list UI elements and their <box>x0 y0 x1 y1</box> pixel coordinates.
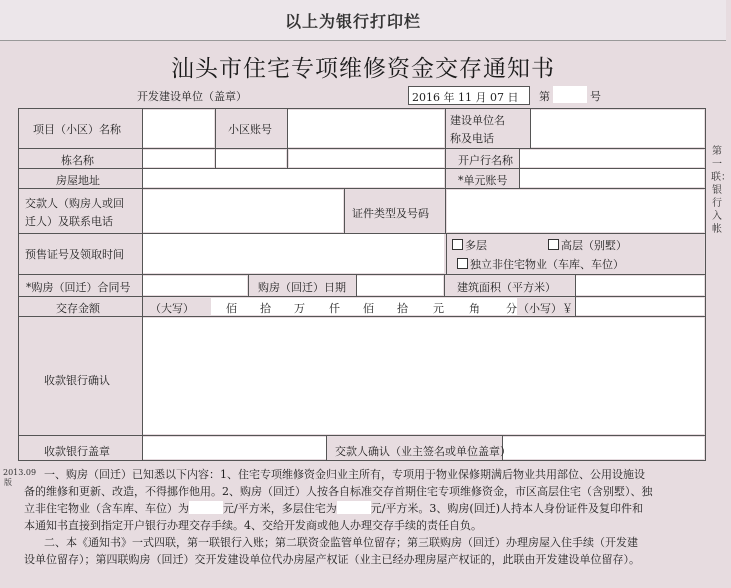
payer-confirm-label: 交款人确认（业主签名或单位盖章） <box>335 445 511 458</box>
deposit-amount-label: 交存金额 <box>56 302 100 315</box>
note-1-line-c <box>24 500 714 517</box>
community-account-label: 小区账号 <box>228 123 272 136</box>
checkbox-icon <box>548 239 559 250</box>
version-label: 2013.09版 <box>3 468 37 487</box>
unit-char: 佰 <box>226 302 237 315</box>
multi-storey-option[interactable] <box>452 237 487 253</box>
note-1-line-b: 备的维修和更新、改造，不得挪作他用。2、购房（回迁）人按各自标准交存首期住宅专项维修资金，市区高层住宅（含别墅）、独 <box>24 485 653 498</box>
unit-char: 拾 <box>397 302 408 315</box>
note-1-c-pre: 立非住宅物业（含车库、车位）为 <box>24 502 189 515</box>
print-area-label: 以上为银行打印栏 <box>285 12 422 31</box>
high-rise-label: 高层（别墅） <box>561 239 627 252</box>
house-address-label: 房屋地址 <box>56 174 100 187</box>
multi-storey-label: 多层 <box>465 239 487 252</box>
payer-label-line1: 交款人（购房人或回 <box>25 197 124 210</box>
unit-char: 拾 <box>260 302 271 315</box>
bank-stamp-label: 收款银行盖章 <box>44 445 110 458</box>
id-type-label: 证件类型及号码 <box>352 207 429 220</box>
multi-storey-rate-field[interactable] <box>337 501 371 514</box>
unit-account-label: *单元账号 <box>458 174 508 187</box>
contract-no-label: *购房（回迁）合同号 <box>26 281 131 294</box>
note-2-line-b: 设单位留存）；第四联购房（回迁）交开发建设单位代办房屋产权证（业主已经办理房屋产权证的，此联由开发建设单位留存）。 <box>24 553 640 566</box>
unit-char: 角 <box>469 302 480 315</box>
developer-label: 开发建设单位（盖章） <box>137 90 247 103</box>
unit-char: 仟 <box>329 302 340 315</box>
uppercase-label: （大写） <box>150 302 194 315</box>
notes-block <box>24 466 714 568</box>
checkbox-icon <box>457 258 468 269</box>
checkbox-icon <box>452 239 463 250</box>
note-1-c-post: 元/平方米。3、购房(回迁)人持本人身份证件及复印件和 <box>370 502 644 515</box>
date-value: 2016 年 11 月 07 日 <box>412 91 519 104</box>
payer-label-line2: 迁人）及联系电话 <box>25 215 113 228</box>
high-rise-option[interactable] <box>548 237 627 253</box>
high-rise-rate-field[interactable] <box>189 501 223 514</box>
copy-label: 第一联：银行入帐 <box>711 146 731 235</box>
note-1-line-d: 本通知书直接到指定开户银行办理交存手续。4、交给开发商或他人办理交存手续的责任自负。 <box>24 519 482 532</box>
builder-label-line2: 称及电话 <box>450 132 494 145</box>
building-area-label: 建筑面积（平方米） <box>457 281 556 294</box>
number-prefix: 第 <box>539 90 550 103</box>
bank-confirm-label: 收款银行确认 <box>44 374 110 387</box>
non-residential-label: 独立非住宅物业（车库、车位） <box>470 258 624 271</box>
number-suffix: 号 <box>590 90 601 103</box>
builder-label-line1: 建设单位名 <box>450 114 505 127</box>
unit-char: 万 <box>294 302 305 315</box>
note-1-c-mid: 元/平方米，多层住宅为 <box>223 502 337 515</box>
project-name-label: 项目（小区）名称 <box>33 123 121 136</box>
unit-char: 分 <box>506 302 517 315</box>
unit-char: 佰 <box>363 302 374 315</box>
note-2-line-a: 二、本《通知书》一式四联，第一联银行入账；第二联资金监管单位留存；第三联购房（回迁）办理房屋入住手续（开发建 <box>44 536 638 549</box>
presale-cert-label: 预售证号及领取时间 <box>25 248 124 261</box>
page-title: 汕头市住宅专项维修资金交存通知书 <box>171 56 555 82</box>
bank-name-label: 开户行名称 <box>458 154 513 167</box>
lowercase-label: （小写）￥ <box>518 302 573 315</box>
non-residential-option[interactable] <box>457 256 624 272</box>
unit-char: 元 <box>433 302 444 315</box>
note-1-line-a: 一、购房（回迁）已知悉以下内容：1、住宅专项维修资金归业主所有，专项用于物业保修期满后物业共用部位、公用设施设 <box>44 468 645 481</box>
building-name-label: 栋名称 <box>61 154 94 167</box>
purchase-date-label: 购房（回迁）日期 <box>258 281 346 294</box>
